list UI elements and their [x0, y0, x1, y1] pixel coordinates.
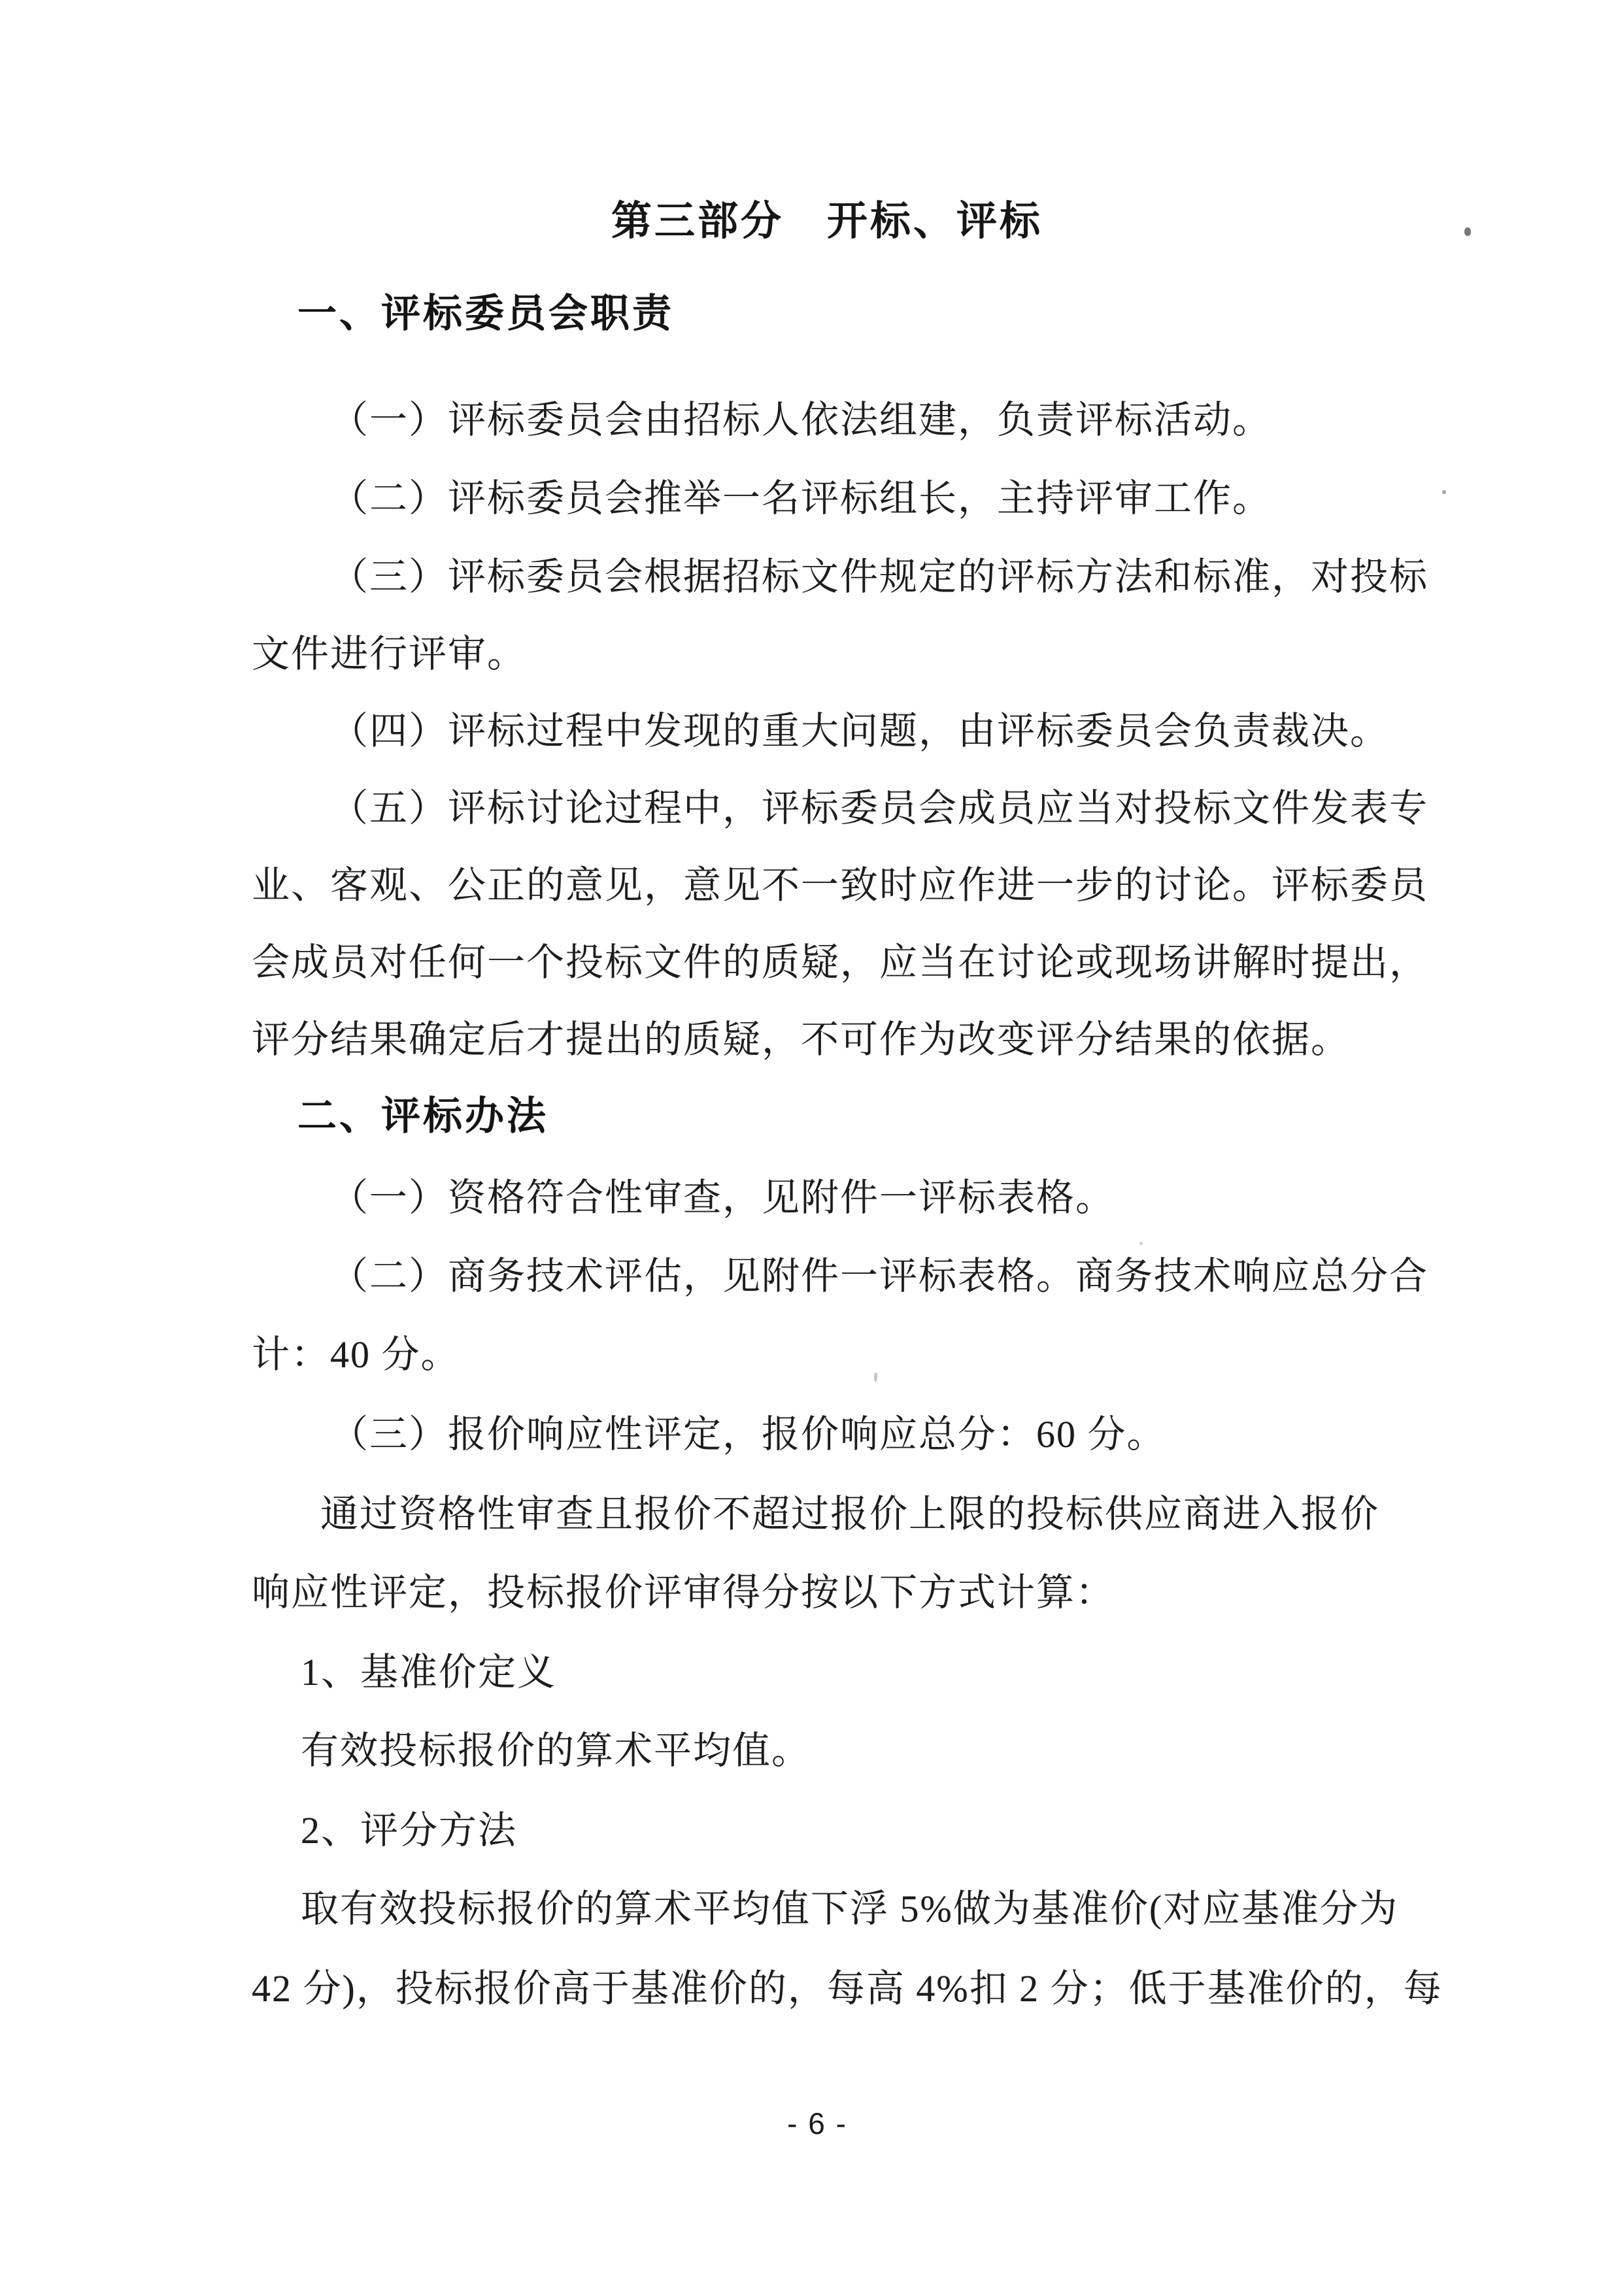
paragraph-line: （二）评标委员会推举一名评标组长，主持评审工作。 [330, 477, 1272, 520]
paragraph-line: 1、基准价定义 [301, 1651, 557, 1693]
page-number: - 6 - [787, 2106, 847, 2140]
page-title: 第三部分 开标、评标 [611, 199, 1043, 244]
paragraph-line: （三）报价响应性评定，报价响应总分：60 分。 [330, 1413, 1166, 1456]
paragraph-line: （一）资格符合性审查，见附件一评标表格。 [330, 1176, 1115, 1219]
paragraph-line: 取有效投标报价的算术平均值下浮 5%做为基准价(对应基准分为 [301, 1888, 1399, 1930]
paragraph-line: （三）评标委员会根据招标文件规定的评标方法和标准，对投标 [330, 556, 1429, 598]
section-heading-1: 一、评标委员会职责 [297, 292, 674, 335]
paragraph-line: 响应性评定，投标报价评审得分按以下方式计算： [252, 1571, 1115, 1614]
paragraph-line: 评分结果确定后才提出的质疑，不可作为改变评分结果的依据。 [252, 1018, 1351, 1061]
paragraph-line: 42 分)，投标报价高于基准价的，每高 4%扣 2 分；低于基准价的，每 [252, 1967, 1443, 2010]
paragraph-line: 2、评分方法 [301, 1809, 518, 1852]
paragraph-line: （二）商务技术评估，见附件一评标表格。商务技术响应总分合 [330, 1255, 1429, 1297]
paragraph-line: 计：40 分。 [252, 1333, 460, 1376]
paragraph-line: 有效投标报价的算术平均值。 [301, 1729, 811, 1772]
paragraph-line: （四）评标过程中发现的重大问题，由评标委员会负责裁决。 [330, 710, 1390, 752]
paragraph-line: 会成员对任何一个投标文件的质疑，应当在讨论或现场讲解时提出， [252, 941, 1429, 984]
paragraph-line: 通过资格性审查且报价不超过报价上限的投标供应商进入报价 [320, 1493, 1380, 1535]
paragraph-line: （五）评标讨论过程中，评标委员会成员应当对投标文件发表专 [330, 787, 1429, 829]
paragraph-line: 业、客观、公正的意见，意见不一致时应作进一步的讨论。评标委员 [252, 864, 1429, 907]
paragraph-line: （一）评标委员会由招标人依法组建，负责评标活动。 [330, 399, 1272, 441]
scan-speck [1139, 1242, 1143, 1245]
scan-speck [874, 1373, 877, 1382]
paragraph-line: 文件进行评审。 [252, 633, 527, 675]
section-heading-2: 二、评标办法 [297, 1095, 548, 1138]
scan-speck [1442, 490, 1446, 494]
